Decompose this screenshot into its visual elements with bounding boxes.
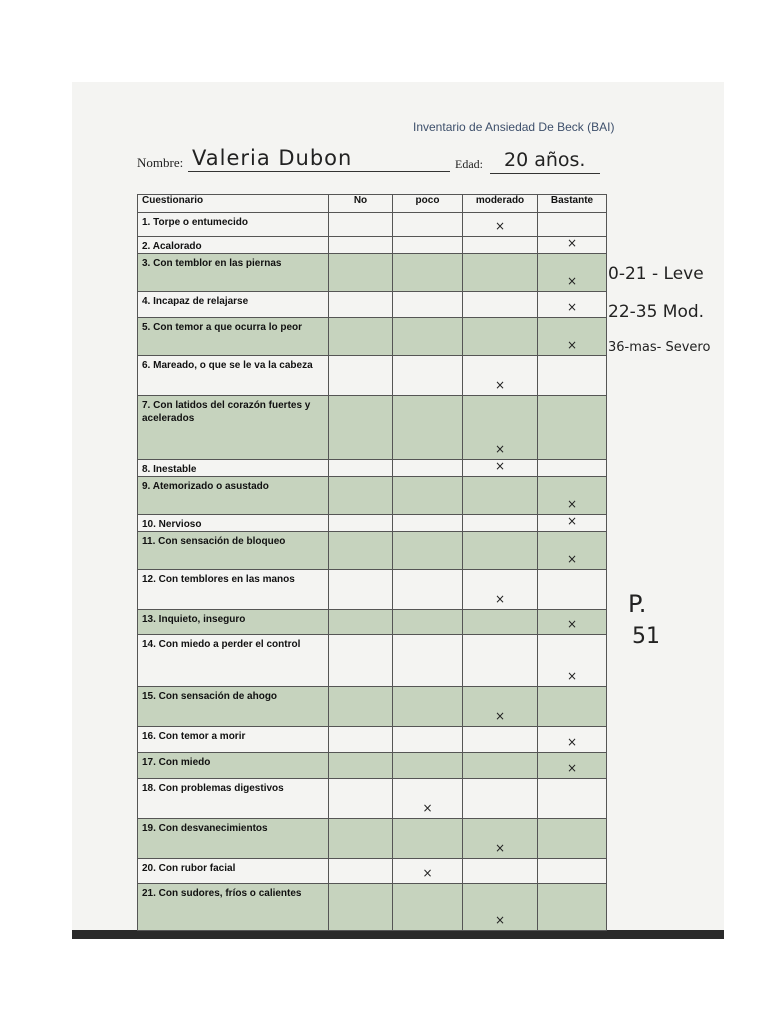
check-mark: × bbox=[566, 552, 578, 566]
answer-cell-poco bbox=[393, 532, 463, 570]
check-mark: × bbox=[566, 300, 578, 314]
answer-cell-bastante bbox=[538, 610, 607, 635]
question-label: 6. Mareado, o que se le va la cabeza bbox=[138, 356, 329, 396]
check-mark: × bbox=[566, 274, 578, 288]
answer-cell-poco bbox=[393, 356, 463, 396]
table-row bbox=[138, 687, 607, 727]
check-mark: × bbox=[566, 669, 578, 683]
header-cuestionario: Cuestionario bbox=[138, 195, 329, 213]
header-row bbox=[138, 195, 607, 213]
check-mark: × bbox=[566, 617, 578, 631]
table-row bbox=[138, 532, 607, 570]
answer-cell-bastante bbox=[538, 779, 607, 819]
question-label: 15. Con sensación de ahogo bbox=[138, 687, 329, 727]
answer-cell-poco bbox=[393, 292, 463, 318]
check-mark: × bbox=[566, 236, 578, 250]
answer-cell-no bbox=[329, 477, 393, 515]
question-label: 9. Atemorizado o asustado bbox=[138, 477, 329, 515]
answer-cell-moderado bbox=[463, 213, 538, 237]
answer-cell-poco bbox=[393, 859, 463, 884]
check-mark: × bbox=[566, 338, 578, 352]
scan-edge bbox=[72, 930, 724, 939]
table-row bbox=[138, 292, 607, 318]
table-row bbox=[138, 396, 607, 460]
question-label: 10. Nervioso bbox=[138, 515, 329, 532]
answer-cell-no bbox=[329, 610, 393, 635]
name-label: Nombre: bbox=[137, 155, 184, 170]
question-label: 14. Con miedo a perder el control bbox=[138, 635, 329, 687]
age-underline bbox=[490, 173, 600, 174]
score-label: P. bbox=[628, 590, 647, 618]
age-label: Edad: bbox=[455, 157, 483, 171]
answer-cell-poco bbox=[393, 396, 463, 460]
answer-cell-poco bbox=[393, 213, 463, 237]
answer-cell-no bbox=[329, 237, 393, 254]
answer-cell-bastante bbox=[538, 460, 607, 477]
question-label: 21. Con sudores, fríos o calientes bbox=[138, 884, 329, 931]
answer-cell-poco bbox=[393, 884, 463, 931]
age-value: 20 años. bbox=[504, 149, 586, 171]
answer-cell-no bbox=[329, 356, 393, 396]
answer-cell-poco bbox=[393, 515, 463, 532]
answer-cell-bastante bbox=[538, 570, 607, 610]
answer-cell-poco bbox=[393, 570, 463, 610]
table-row bbox=[138, 460, 607, 477]
answer-cell-poco bbox=[393, 477, 463, 515]
answer-cell-poco bbox=[393, 237, 463, 254]
question-label: 17. Con miedo bbox=[138, 753, 329, 779]
question-label: 3. Con temblor en las piernas bbox=[138, 254, 329, 292]
table-row bbox=[138, 779, 607, 819]
answer-cell-bastante bbox=[538, 318, 607, 356]
answer-cell-no bbox=[329, 884, 393, 931]
table-row bbox=[138, 727, 607, 753]
table-row bbox=[138, 884, 607, 931]
name-value: Valeria Dubon bbox=[192, 146, 353, 170]
answer-cell-no bbox=[329, 515, 393, 532]
table-row bbox=[138, 213, 607, 237]
answer-cell-bastante bbox=[538, 237, 607, 254]
answer-cell-no bbox=[329, 687, 393, 727]
header-poco: poco bbox=[393, 195, 463, 213]
answer-cell-moderado bbox=[463, 477, 538, 515]
answer-cell-moderado bbox=[463, 356, 538, 396]
check-mark: × bbox=[566, 735, 578, 749]
answer-cell-no bbox=[329, 753, 393, 779]
question-label: 18. Con problemas digestivos bbox=[138, 779, 329, 819]
check-mark: × bbox=[566, 514, 578, 528]
check-mark: × bbox=[494, 378, 506, 392]
score-value: 51 bbox=[632, 624, 660, 649]
question-label: 8. Inestable bbox=[138, 460, 329, 477]
answer-cell-no bbox=[329, 254, 393, 292]
scale-moderado: 22-35 Mod. bbox=[608, 302, 705, 322]
form-title: Inventario de Ansiedad De Beck (BAI) bbox=[413, 120, 615, 134]
scale-leve: 0-21 - Leve bbox=[608, 264, 704, 284]
answer-cell-poco bbox=[393, 318, 463, 356]
table-row bbox=[138, 477, 607, 515]
answer-cell-no bbox=[329, 292, 393, 318]
question-label: 16. Con temor a morir bbox=[138, 727, 329, 753]
answer-cell-no bbox=[329, 819, 393, 859]
answer-cell-bastante bbox=[538, 213, 607, 237]
question-label: 4. Incapaz de relajarse bbox=[138, 292, 329, 318]
answer-cell-moderado bbox=[463, 318, 538, 356]
answer-cell-no bbox=[329, 635, 393, 687]
table-row bbox=[138, 819, 607, 859]
answer-cell-bastante bbox=[538, 727, 607, 753]
question-label: 13. Inquieto, inseguro bbox=[138, 610, 329, 635]
answer-cell-poco bbox=[393, 635, 463, 687]
answer-cell-bastante bbox=[538, 635, 607, 687]
answer-cell-no bbox=[329, 532, 393, 570]
scale-severo: 36-mas- Severo bbox=[608, 340, 711, 355]
table-row bbox=[138, 356, 607, 396]
answer-cell-no bbox=[329, 570, 393, 610]
answer-cell-moderado bbox=[463, 254, 538, 292]
check-mark: × bbox=[494, 709, 506, 723]
answer-cell-bastante bbox=[538, 884, 607, 931]
answer-cell-moderado bbox=[463, 687, 538, 727]
answer-cell-poco bbox=[393, 460, 463, 477]
check-mark: × bbox=[494, 913, 506, 927]
question-label: 11. Con sensación de bloqueo bbox=[138, 532, 329, 570]
answer-cell-no bbox=[329, 396, 393, 460]
answer-cell-no bbox=[329, 460, 393, 477]
answer-cell-moderado bbox=[463, 635, 538, 687]
answer-cell-moderado bbox=[463, 292, 538, 318]
check-mark: × bbox=[422, 866, 433, 880]
answer-cell-moderado bbox=[463, 610, 538, 635]
answer-cell-bastante bbox=[538, 515, 607, 532]
table-row bbox=[138, 859, 607, 884]
question-label: 2. Acalorado bbox=[138, 237, 329, 254]
header-no: No bbox=[329, 195, 393, 213]
table-row bbox=[138, 570, 607, 610]
answer-cell-bastante bbox=[538, 687, 607, 727]
table-row bbox=[138, 635, 607, 687]
check-mark: × bbox=[566, 497, 578, 511]
answer-cell-poco bbox=[393, 727, 463, 753]
table-row bbox=[138, 254, 607, 292]
header-moderado: moderado bbox=[463, 195, 538, 213]
answer-cell-moderado bbox=[463, 237, 538, 254]
table-row bbox=[138, 610, 607, 635]
check-mark: × bbox=[494, 219, 506, 233]
answer-cell-bastante bbox=[538, 477, 607, 515]
answer-cell-bastante bbox=[538, 532, 607, 570]
question-label: 1. Torpe o entumecido bbox=[138, 213, 329, 237]
answer-cell-moderado bbox=[463, 753, 538, 779]
answer-cell-moderado bbox=[463, 779, 538, 819]
answer-cell-no bbox=[329, 779, 393, 819]
check-mark: × bbox=[494, 442, 506, 456]
answer-cell-moderado bbox=[463, 460, 538, 477]
check-mark: × bbox=[494, 459, 506, 473]
answer-cell-moderado bbox=[463, 819, 538, 859]
answer-cell-bastante bbox=[538, 819, 607, 859]
answer-cell-no bbox=[329, 318, 393, 356]
answer-cell-poco bbox=[393, 819, 463, 859]
answer-cell-poco bbox=[393, 610, 463, 635]
table-row bbox=[138, 237, 607, 254]
answer-cell-no bbox=[329, 859, 393, 884]
answer-cell-poco bbox=[393, 254, 463, 292]
answer-cell-poco bbox=[393, 779, 463, 819]
question-label: 20. Con rubor facial bbox=[138, 859, 329, 884]
answer-cell-bastante bbox=[538, 753, 607, 779]
answer-cell-moderado bbox=[463, 515, 538, 532]
answer-cell-bastante bbox=[538, 859, 607, 884]
answer-cell-moderado bbox=[463, 884, 538, 931]
question-label: 19. Con desvanecimientos bbox=[138, 819, 329, 859]
answer-cell-poco bbox=[393, 753, 463, 779]
question-label: 12. Con temblores en las manos bbox=[138, 570, 329, 610]
header-bastante: Bastante bbox=[538, 195, 607, 213]
bai-table bbox=[137, 194, 607, 931]
answer-cell-moderado bbox=[463, 396, 538, 460]
answer-cell-no bbox=[329, 727, 393, 753]
answer-cell-moderado bbox=[463, 532, 538, 570]
table-row bbox=[138, 515, 607, 532]
answer-cell-bastante bbox=[538, 254, 607, 292]
answer-cell-moderado bbox=[463, 570, 538, 610]
question-label: 7. Con latidos del corazón fuertes y acelerados bbox=[138, 396, 329, 460]
question-label: 5. Con temor a que ocurra lo peor bbox=[138, 318, 329, 356]
name-underline bbox=[188, 171, 450, 172]
answer-cell-moderado bbox=[463, 727, 538, 753]
check-mark: × bbox=[422, 801, 433, 815]
table-row bbox=[138, 318, 607, 356]
table-row bbox=[138, 753, 607, 779]
answer-cell-no bbox=[329, 213, 393, 237]
answer-cell-bastante bbox=[538, 292, 607, 318]
check-mark: × bbox=[494, 841, 506, 855]
answer-cell-moderado bbox=[463, 859, 538, 884]
answer-cell-bastante bbox=[538, 356, 607, 396]
check-mark: × bbox=[566, 761, 578, 775]
answer-cell-poco bbox=[393, 687, 463, 727]
answer-cell-bastante bbox=[538, 396, 607, 460]
check-mark: × bbox=[494, 592, 506, 606]
